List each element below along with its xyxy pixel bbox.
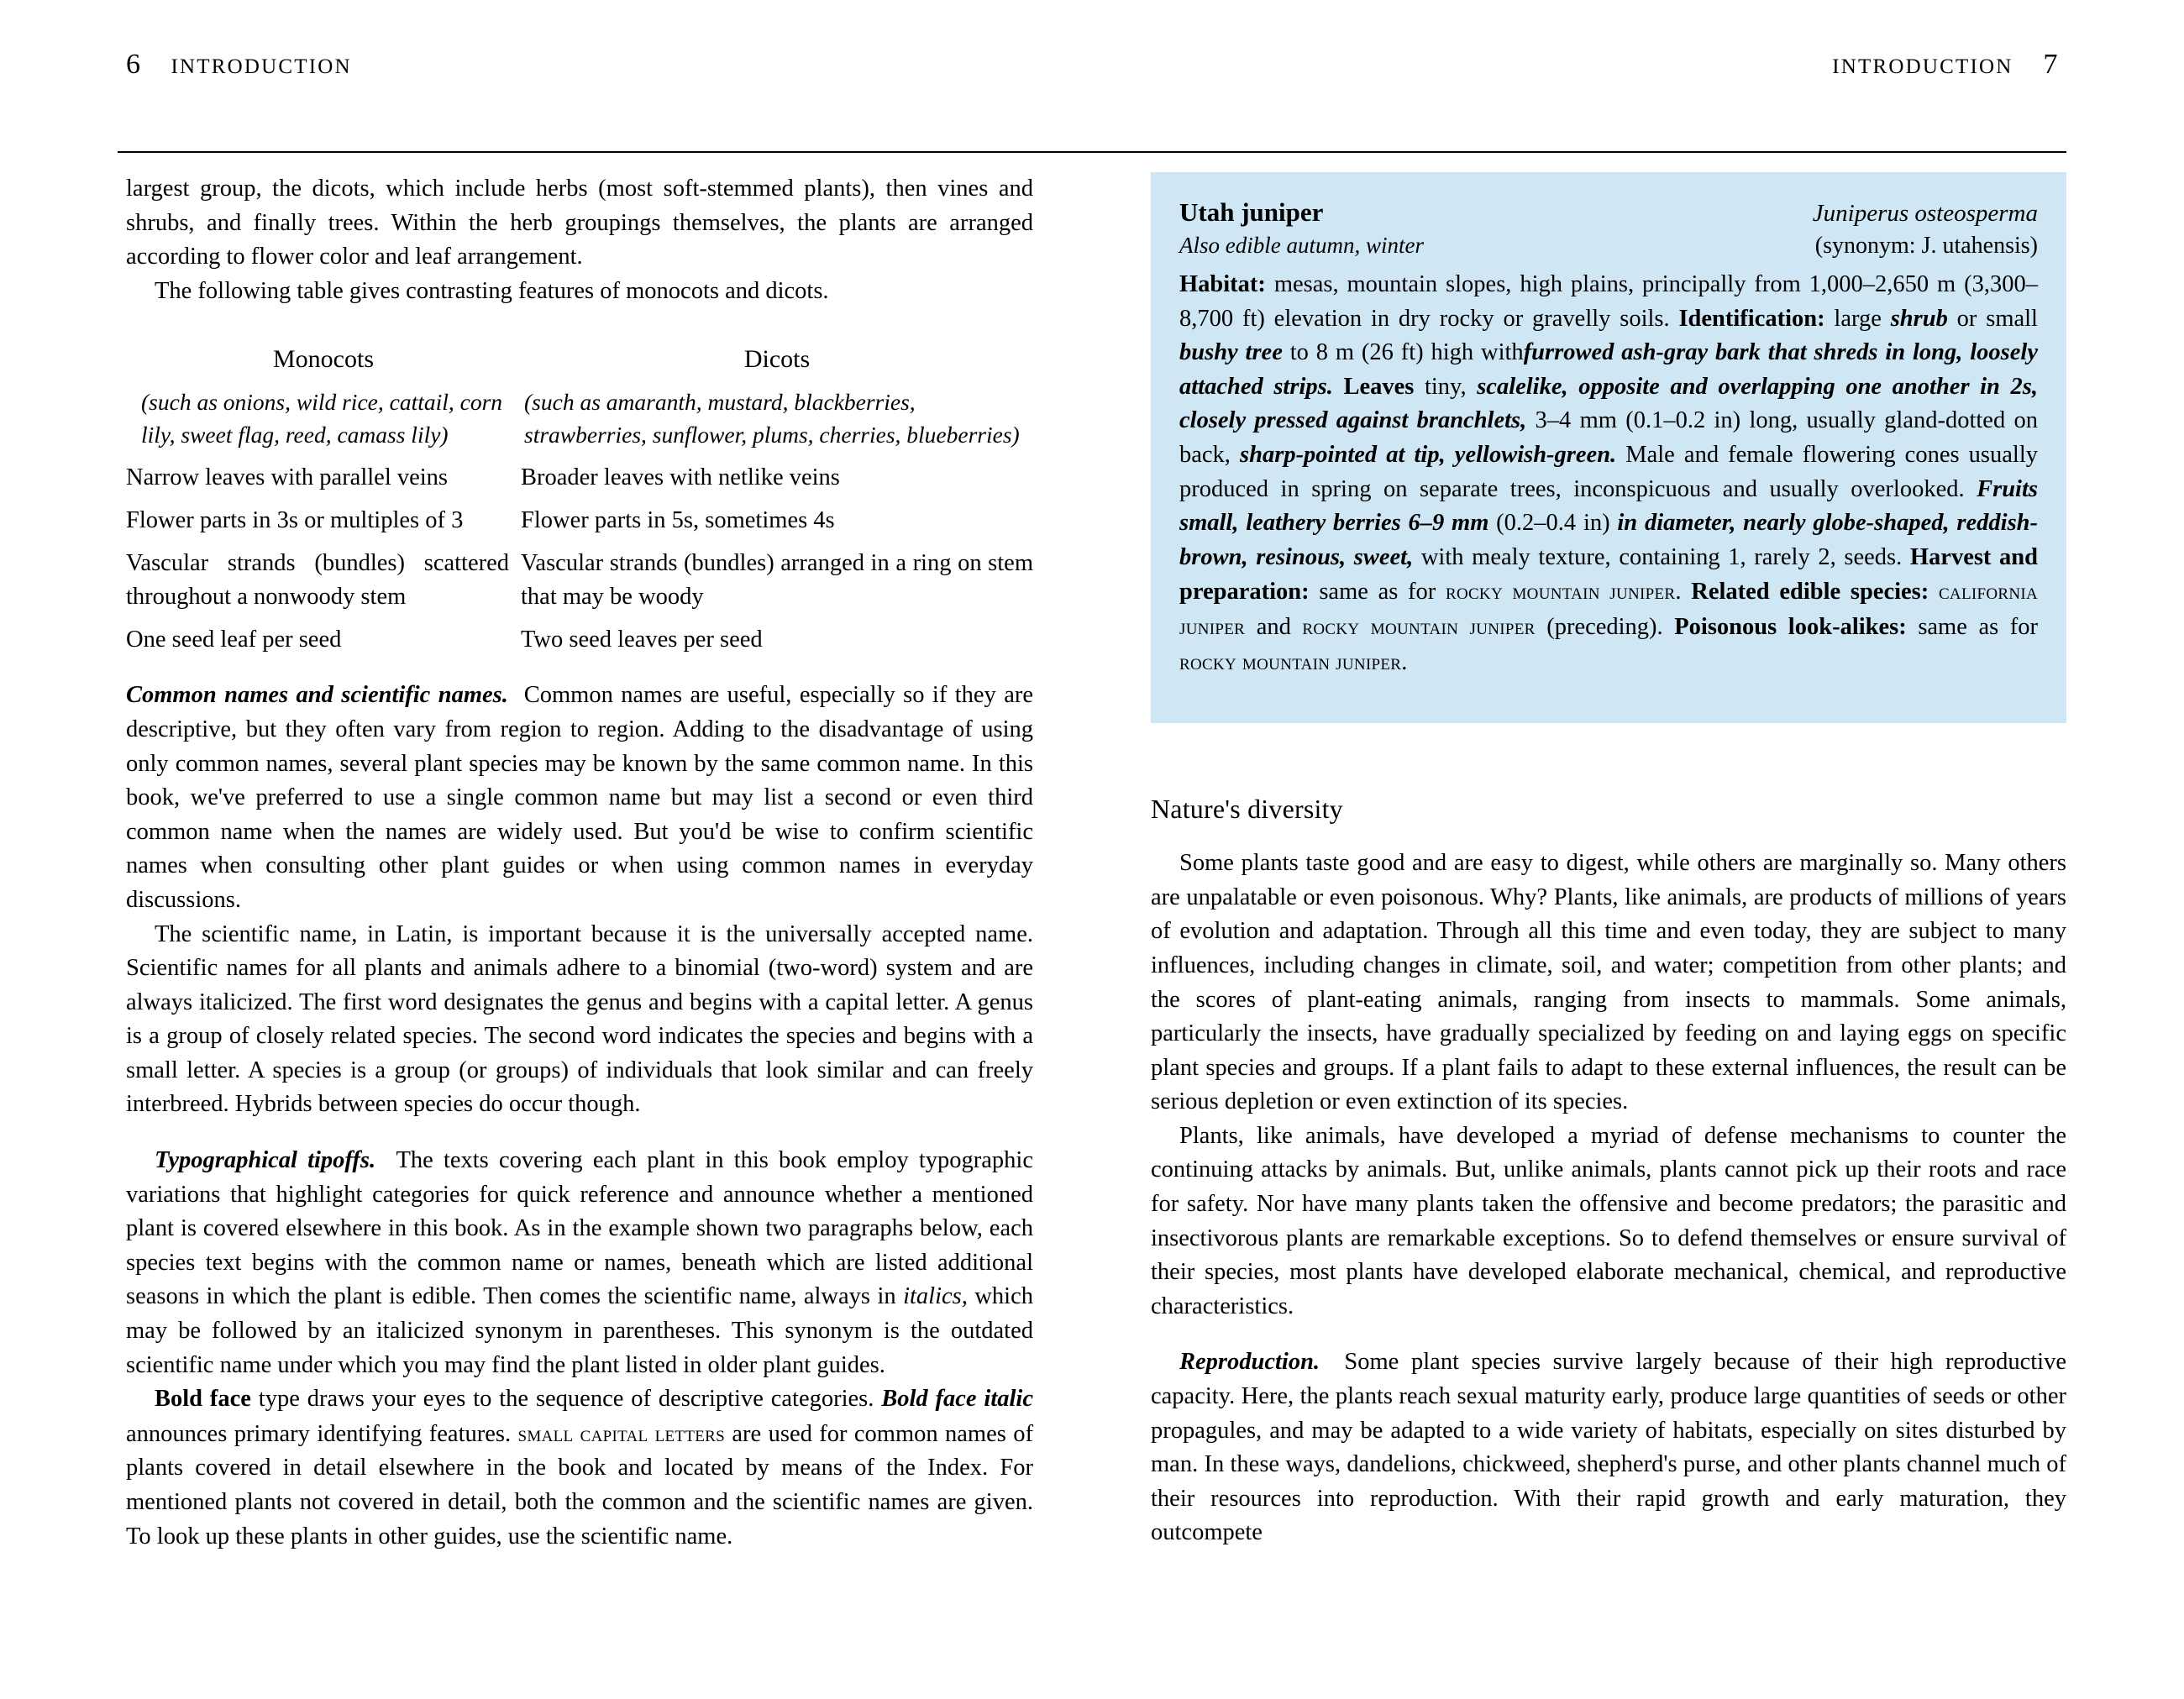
species-common-name: Utah juniper: [1179, 197, 1324, 227]
fruits-feature-1: Fruits small, leathery berries 6–9 mm: [1179, 475, 2038, 537]
small-caps-term: small capital letters: [517, 1420, 725, 1446]
diversity-paragraph-1: Some plants taste good and are easy to digest, while others are marginally so. Many others are unpalatable or even poisonous. Why? Plants, like animals, are products of millions of years of evolution and adaptation. Through all this time and even today, they are subject to many influences, including changes in climate, soil, and water; competition from other plants; and the scores of plant-eating animals, ranging from insects to mammals. Some animals, particularly the insects, have gradually specialized by feeding on and laying eggs on specific plant species and groups. If a plant fails to adapt to these external influences, the result can be serious depletion or even extinction of its species.: [1151, 850, 2066, 1115]
table-body: [126, 461, 1033, 657]
id-text-3: to 8 m (26 ft) high with: [1282, 339, 1524, 366]
species-synonym: (synonym: J. utahensis): [1814, 233, 2038, 259]
monocot-dicot-table: [126, 345, 1033, 657]
leaves-feature-1: scalelike, opposite and overlapping one another in 2s, closely pressed against branchlets,: [1179, 373, 2038, 434]
table-header-monocots: Monocots: [273, 345, 374, 374]
boldface-text-3: are used for common names of plants covered in detail elsewhere in the book and located by means of the Index. For mentioned plants not covered in detail, both the common and the scientific names are given. To look up these plants in other guides, use the scientific name.: [126, 1420, 1033, 1550]
related-species-1: california juniper: [1179, 579, 2039, 639]
cones-text: Male and female flowering cones usually produced in spring on separate trees, inconspicuous and usually overlooked.: [1179, 441, 2038, 502]
boldface-text-2: announces primary identifying features.: [126, 1420, 518, 1447]
boldface-term-2: Bold face italic: [881, 1386, 1033, 1413]
table-cell-monocot: Narrow leaves with parallel veins: [126, 464, 449, 491]
header-left-group: [126, 49, 352, 81]
table-cell-monocot: Flower parts in 3s or multiples of 3: [126, 506, 464, 533]
poisonous-cross-reference: rocky mountain juniper: [1179, 648, 1402, 674]
page-number-left: 6: [126, 49, 141, 80]
leaves-text-2: 3–4 mm (0.1–0.2 in) long, usually gland-dotted on back,: [1179, 407, 2038, 468]
harvest-text: same as for: [1309, 579, 1446, 606]
typographical-paragraph: [126, 1144, 1033, 1382]
id-text-2: or small: [1947, 305, 2038, 332]
table-cell-dicot: Two seed leaves per seed: [521, 626, 763, 653]
table-row: [126, 623, 1033, 658]
harvest-text-2: .: [1675, 579, 1692, 606]
habitat-text: mesas, mountain slopes, high plains, principally from 1,000–2,650 m (3,300–8,700 ft) elevation in dry rocky or gravelly soils.: [1179, 271, 2038, 332]
table-cell-dicot: Flower parts in 5s, sometimes 4s: [521, 506, 835, 533]
harvest-label: Harvest and preparation:: [1179, 543, 2039, 606]
left-column: [126, 172, 1033, 1554]
header-right-group: [1832, 49, 2058, 81]
leaves-text-1: tiny,: [1414, 373, 1478, 400]
species-seasons: Also edible autumn, winter: [1179, 233, 1424, 258]
id-text-1: large: [1824, 305, 1891, 332]
table-row: [126, 504, 1033, 538]
boldface-term-1: Bold face: [155, 1386, 251, 1413]
page-header: [118, 49, 2066, 101]
fruits-text-2: with mealy texture, containing 1, rarely 2, seeds.: [1413, 543, 1910, 570]
section-heading-natures-diversity: Nature's diversity: [1151, 794, 1343, 825]
right-column: [1151, 172, 2066, 1550]
common-names-lead-in: Common names and scientific names.: [126, 682, 508, 709]
table-cell-dicot: Vascular strands (bundles) arranged in a ring on stem that may be woody: [521, 549, 1033, 611]
id-feature-bark: furrowed ash-gray bark that shreds in long, loosely attached strips.: [1179, 339, 2038, 400]
poisonous-lookalikes-label: Poisonous look-alikes:: [1674, 613, 1907, 640]
fruits-feature-2: in diameter, nearly globe-shaped, reddish-brown, resinous, sweet,: [1179, 510, 2038, 570]
identification-label: Identification:: [1678, 305, 1825, 332]
species-callout-box: [1151, 172, 2066, 723]
table-cell-monocot: Vascular strands (bundles) scattered throughout a nonwoody stem: [126, 549, 509, 611]
related-species-tail: (preceding).: [1535, 613, 1675, 640]
poisonous-text: same as for: [1906, 613, 2039, 640]
id-feature-tree: bushy tree: [1179, 339, 1283, 366]
typographical-body-2: which may be followed by an italicized synonym in parentheses. This synonym is the outdated scientific name under which you may find the plant listed in older plant guides.: [126, 1283, 1033, 1378]
reproduction-paragraph: [1151, 1345, 2066, 1550]
related-species-2: rocky mountain juniper: [1302, 613, 1536, 639]
common-names-body: Common names are useful, especially so if they are descriptive, but they often vary from region to region. Adding to the disadvantage of using only common names, several plant species may be known by the same common name. In this book, we've preferred to use a single common name but may list a second or even third common name when the names are widely used. But you'd be wise to confirm scientific names when consulting other plant guides or when using common names in everyday discussions.: [126, 682, 1034, 913]
boldface-paragraph: [126, 1382, 1033, 1554]
table-examples-monocots: (such as onions, wild rice, cattail, corn lily, sweet flag, reed, camass lily): [141, 389, 503, 448]
reproduction-body: Some plant species survive largely because of their high reproductive capacity. Here, the plants reach sexual maturity early, produce large quantities of seeds or other propagules, and may be adapted to a wide variety of habitats, especially on sites disturbed by man. In these ways, dandelions, chickweed, shepherd's purse, and other plants channel much of their resources into reproduction. With their rapid growth and early maturation, they outcompete: [1151, 1349, 2066, 1546]
boldface-text-1: type draws your eyes to the sequence of descriptive categories.: [250, 1386, 882, 1413]
related-species-mid: and: [1245, 613, 1303, 640]
table-row: [126, 461, 1033, 496]
header-rule: [118, 151, 2066, 153]
related-species-label: Related edible species:: [1691, 579, 1929, 606]
species-title-row: [1179, 197, 2038, 228]
table-examples-row: [126, 385, 1033, 451]
table-cell-monocot: One seed leaf per seed: [126, 626, 342, 653]
running-head-right: INTRODUCTION: [1832, 55, 2013, 78]
species-subtitle-row: [1179, 233, 2038, 260]
species-scientific-name: Juniperus osteosperma: [1812, 200, 2038, 227]
poisonous-tail: .: [1401, 648, 1408, 675]
diversity-paragraph-2: Plants, like animals, have developed a myriad of defense mechanisms to counter the continuing attacks by animals. But, unlike animals, plants cannot pick up their roots and race for safety. Nor have many plants taken the offensive and become predators; the parasitic and insectivorous plants are remarkable exceptions. So to defend themselves or ensure survival of their species, most plants have developed elaborate mechanical, chemical, and reproductive characteristics.: [1151, 1122, 2066, 1319]
table-header-dicots: Dicots: [743, 345, 811, 374]
running-head-left: INTRODUCTION: [171, 55, 352, 78]
typographical-italic-word: italics,: [903, 1283, 968, 1310]
common-names-paragraph: [126, 679, 1033, 917]
reproduction-lead-in: Reproduction.: [1179, 1349, 1320, 1376]
table-cell-dicot: Broader leaves with netlike veins: [521, 464, 840, 491]
table-row: [126, 547, 1033, 615]
table-lead-paragraph: The following table gives contrasting features of monocots and dicots.: [155, 277, 829, 304]
harvest-cross-reference: rocky mountain juniper: [1445, 579, 1676, 605]
leaves-label: Leaves: [1343, 373, 1415, 400]
id-feature-shrub: shrub: [1890, 305, 1948, 332]
table-examples-dicots: (such as amaranth, mustard, blackberries, strawberries, sunflower, plums, cherries, blueberries): [524, 389, 1020, 448]
fruits-text-1: (0.2–0.4 in): [1488, 510, 1618, 537]
page-number-right: 7: [2043, 49, 2058, 80]
scientific-name-paragraph: The scientific name, in Latin, is important because it is the universally accepted name. Scientific names for all plants and animals adhere to a binomial (two-word) system and are always italicized. The first word designates the genus and begins with a capital letter. A genus is a group of closely related species. The second word indicates the species and begins with a small letter. A species is a group (or groups) of individuals that look similar and can freely interbreed. Hybrids between species do occur though.: [126, 920, 1033, 1118]
table-header-row: [126, 345, 1033, 374]
typographical-body-1: The texts covering each plant in this book employ typographic variations that highlight categories for quick reference and announce whether a mentioned plant is covered elsewhere in this book. As in the example shown two paragraphs below, each species text begins with the common name or names, beneath which are listed additional seasons in which the plant is edible. Then comes the scientific name, always in: [126, 1147, 1033, 1310]
leaves-feature-2: sharp-pointed at tip, yellowish-green.: [1240, 441, 1617, 468]
intro-paragraph: largest group, the dicots, which include herbs (most soft-stemmed plants), then vines and shrubs, and finally trees. Within the herb groupings themselves, the plants are arranged according to flower color and leaf arrangement.: [126, 176, 1033, 270]
typographical-lead-in: Typographical tipoffs.: [155, 1147, 376, 1174]
species-description: [1179, 268, 2038, 679]
habitat-label: Habitat:: [1179, 271, 1266, 297]
